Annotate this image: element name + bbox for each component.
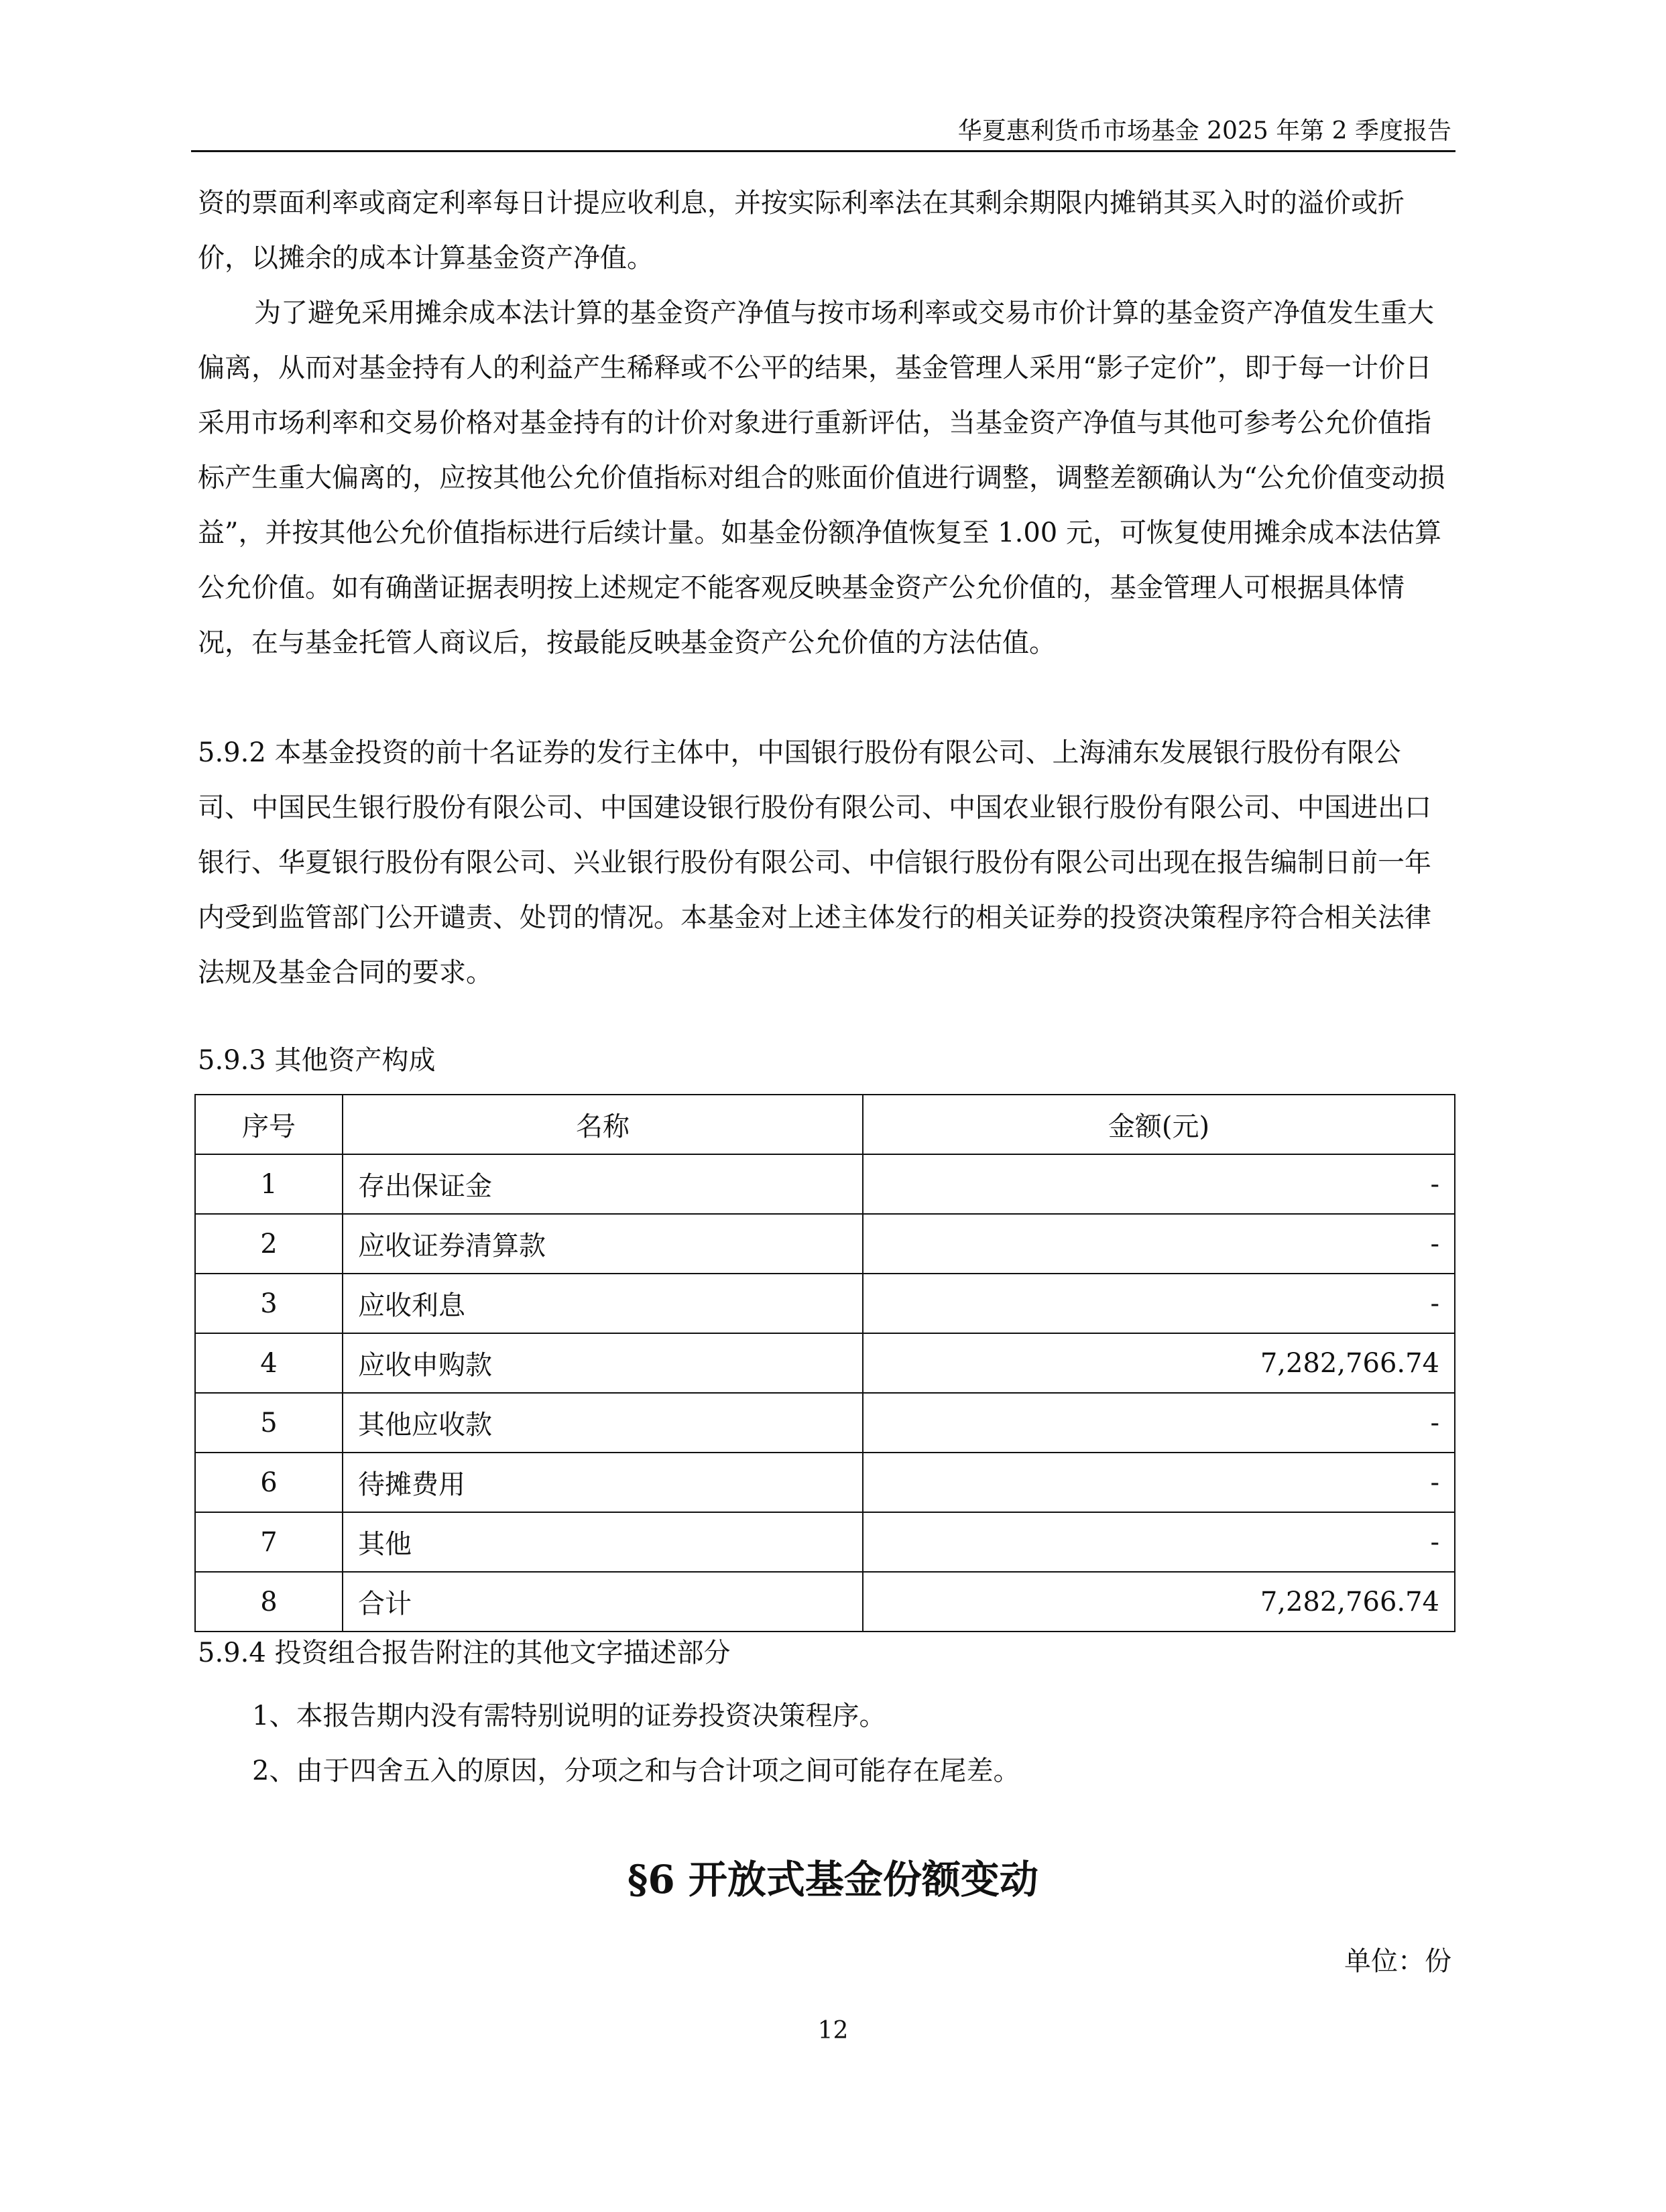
paragraph-5-9-2: 5.9.2 本基金投资的前十名证券的发行主体中，中国银行股份有限公司、上海浦东发展银行股份有限公司、中国民生银行股份有限公司、中国建设银行股份有限公司、中国农业银行股份有限公司、中国进出口银行、华夏银行股份有限公司、兴业银行股份有限公司、中信银行股份有限公司出现在报告编制日前一年内受到监管部门公开谴责、处罚的情况。本基金对上述主体发行的相关证券的投资决策程序符合相关法律法规及基金合同的要求。 — [198, 737, 1431, 988]
row-name: 其他 — [343, 1512, 863, 1572]
row-amount: - — [863, 1274, 1455, 1333]
row-index: 5 — [195, 1393, 343, 1453]
header-rule — [191, 150, 1455, 152]
table-row — [195, 1393, 1455, 1453]
page-header-title: 华夏惠利货币市场基金 2025 年第 2 季度报告 — [957, 117, 1451, 145]
row-index: 3 — [195, 1274, 343, 1333]
section-heading: §6 开放式基金份额变动 — [628, 1857, 1038, 1902]
row-name: 其他应收款 — [343, 1393, 863, 1453]
row-name: 应收申购款 — [343, 1333, 863, 1393]
table-header-row — [195, 1095, 1455, 1154]
row-amount: 7,282,766.74 — [863, 1333, 1455, 1393]
paragraph-shadow-pricing: 为了避免采用摊余成本法计算的基金资产净值与按市场利率或交易市价计算的基金资产净值发生重大偏离，从而对基金持有人的利益产生稀释或不公平的结果，基金管理人采用“影子定价”，即于每一计价日采用市场利率和交易价格对基金持有的计价对象进行重新评估，当基金资产净值与其他可参考公允价值指标产生重大偏离的，应按其他公允价值指标对组合的账面价值进行调整，调整差额确认为“公允价值变动损益”，并按其他公允价值指标进行后续计量。如基金份额净值恢复至 1.00 元，可恢复使用摊余成本法估算公允价值。如有确凿证据表明按上述规定不能客观反映基金资产公允价值的，基金管理人可根据具体情况，在与基金托管人商议后，按最能反映基金资产公允价值的方法估值。 — [198, 298, 1445, 658]
header-amount: 金额(元) — [863, 1095, 1455, 1154]
row-name: 应收证券清算款 — [343, 1214, 863, 1274]
paragraph-continued: 资的票面利率或商定利率每日计提应收利息，并按实际利率法在其剩余期限内摊销其买入时的溢价或折价，以摊余的成本计算基金资产净值。 — [198, 188, 1405, 273]
table-row — [195, 1333, 1455, 1393]
table-row — [195, 1154, 1455, 1214]
other-assets-table — [194, 1094, 1455, 1632]
row-amount: - — [863, 1393, 1455, 1453]
row-name: 存出保证金 — [343, 1154, 863, 1214]
section-label-5-9-4: 5.9.4 投资组合报告附注的其他文字描述部分 — [198, 1638, 731, 1668]
row-name: 待摊费用 — [343, 1453, 863, 1512]
row-amount: - — [863, 1154, 1455, 1214]
table-row — [195, 1214, 1455, 1274]
header-index: 序号 — [195, 1095, 343, 1154]
row-name: 合计 — [343, 1572, 863, 1632]
row-name: 应收利息 — [343, 1274, 863, 1333]
table-row — [195, 1453, 1455, 1512]
row-amount: - — [863, 1512, 1455, 1572]
row-amount: 7,282,766.74 — [863, 1572, 1455, 1632]
row-index: 8 — [195, 1572, 343, 1632]
page-number: 12 — [817, 2017, 849, 2044]
unit-label: 单位：份 — [1344, 1946, 1451, 1977]
table-row-total — [195, 1572, 1455, 1632]
table-row — [195, 1274, 1455, 1333]
table-label-5-9-3: 5.9.3 其他资产构成 — [198, 1045, 436, 1076]
row-index: 4 — [195, 1333, 343, 1393]
row-index: 6 — [195, 1453, 343, 1512]
row-index: 1 — [195, 1154, 343, 1214]
note-item: 1、本报告期内没有需特别说明的证券投资决策程序。 — [252, 1701, 886, 1731]
row-index: 2 — [195, 1214, 343, 1274]
header-name: 名称 — [343, 1095, 863, 1154]
row-amount: - — [863, 1214, 1455, 1274]
row-index: 7 — [195, 1512, 343, 1572]
row-amount: - — [863, 1453, 1455, 1512]
table-row — [195, 1512, 1455, 1572]
note-item: 2、由于四舍五入的原因，分项之和与合计项之间可能存在尾差。 — [252, 1756, 1020, 1786]
